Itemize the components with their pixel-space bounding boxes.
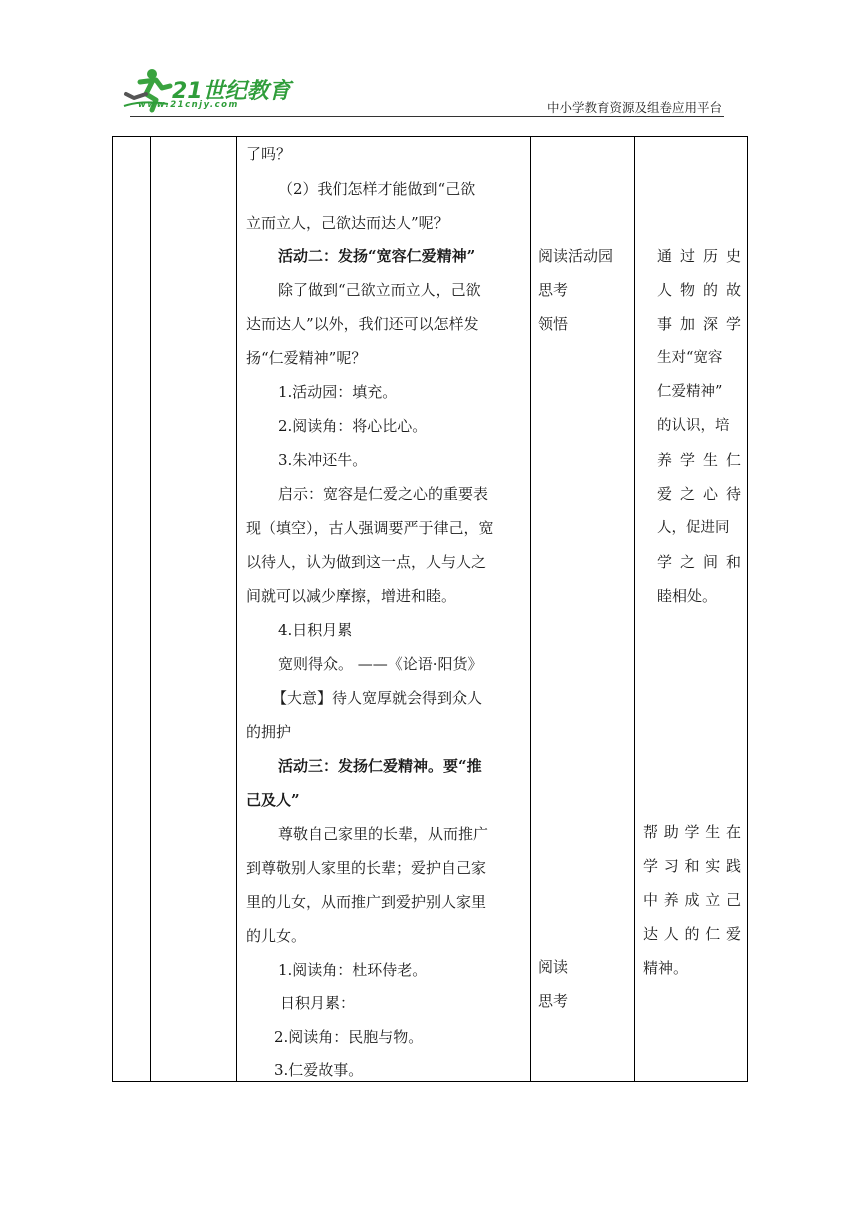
content-line: 到尊敬别人家里的长辈；爱护自己家 xyxy=(246,859,487,877)
content-line: 2.阅读角：民胞与物。 xyxy=(274,1028,424,1046)
header-divider xyxy=(130,116,724,117)
logo-text: 21世纪教育 xyxy=(172,79,291,104)
content-line: 3.朱冲还牛。 xyxy=(278,451,368,469)
intent-line: 事 加 深 学 xyxy=(657,315,741,333)
intent-line: 学 习 和 实 践 xyxy=(643,857,741,875)
content-line: 3.仁爱故事。 xyxy=(274,1061,364,1079)
column-divider xyxy=(236,137,237,1081)
content-line: 4.日积月累 xyxy=(278,621,353,639)
intent-line: 的认识，培 xyxy=(657,418,730,434)
intent-line: 仁爱精神” xyxy=(657,384,723,400)
content-line: 达而达人”以外，我们还可以怎样发 xyxy=(246,315,479,333)
activity-line: 阅读活动园 xyxy=(538,247,614,265)
content-line: 2.阅读角：将心比心。 xyxy=(278,417,428,435)
site-logo[interactable] xyxy=(122,66,292,118)
intent-line: 睦相处。 xyxy=(657,587,718,605)
page-header xyxy=(0,0,860,130)
section-heading-activity-three: 活动三：发扬仁爱精神。要“推 xyxy=(278,757,482,775)
quote-line: 宽则得众。 ——《论语·阳货》 xyxy=(278,655,483,673)
content-line: 现（填空），古人强调要严于律己，宽 xyxy=(246,519,494,537)
content-line: 1.阅读角：杜环侍老。 xyxy=(278,961,428,979)
intent-line: 人，促进同 xyxy=(657,520,730,536)
column-divider xyxy=(634,137,635,1081)
intent-line: 中 养 成 立 己 xyxy=(643,891,741,909)
content-line: 间就可以减少摩擦，增进和睦。 xyxy=(246,587,457,605)
content-line: 1.活动园：填充。 xyxy=(278,383,398,401)
content-line: 扬“仁爱精神”呢？ xyxy=(246,349,367,367)
section-heading-activity-three-cont: 己及人” xyxy=(246,791,300,809)
content-line: 以待人，认为做到这一点，人与人之 xyxy=(246,553,487,571)
content-line: （2）我们怎样才能做到“己欲 xyxy=(278,180,476,198)
activity-line: 思考 xyxy=(538,992,569,1010)
intent-line: 养 学 生 仁 xyxy=(657,451,741,469)
intent-line: 达 人 的 仁 爱 xyxy=(643,925,741,943)
content-line: 启示：宽容是仁爱之心的重要表 xyxy=(278,485,489,503)
intent-line: 爱 之 心 待 xyxy=(657,485,741,503)
content-line: 【大意】待人宽厚就会得到众人 xyxy=(272,689,483,707)
content-line: 日积月累： xyxy=(280,994,356,1012)
column-divider xyxy=(150,137,151,1081)
content-line: 里的儿女，从而推广到爱护别人家里 xyxy=(246,893,487,911)
activity-line: 思考 xyxy=(538,281,569,299)
activity-line: 阅读 xyxy=(538,958,569,976)
section-heading-activity-two: 活动二：发扬“宽容仁爱精神” xyxy=(278,247,476,265)
content-line: 立而立人，己欲达而达人”呢？ xyxy=(246,214,449,232)
column-divider xyxy=(530,137,531,1081)
intent-line: 通 过 历 史 xyxy=(657,247,741,265)
content-line: 的儿女。 xyxy=(246,927,307,945)
intent-line: 精神。 xyxy=(643,959,689,977)
content-line: 了吗？ xyxy=(246,145,292,163)
intent-line: 人 物 的 故 xyxy=(657,281,741,299)
intent-line: 帮 助 学 生 在 xyxy=(643,823,741,841)
content-line: 除了做到“己欲立而立人，己欲 xyxy=(278,281,481,299)
header-tagline: 中小学教育资源及组卷应用平台 xyxy=(546,100,722,115)
content-line: 尊敬自己家里的长辈，从而推广 xyxy=(278,825,489,843)
activity-line: 领悟 xyxy=(538,315,569,333)
content-line: 的拥护 xyxy=(246,723,292,741)
intent-line: 生对“宽容 xyxy=(657,350,723,366)
logo-url[interactable]: www.21cnjy.com xyxy=(138,100,239,110)
intent-line: 学 之 间 和 xyxy=(657,553,741,571)
